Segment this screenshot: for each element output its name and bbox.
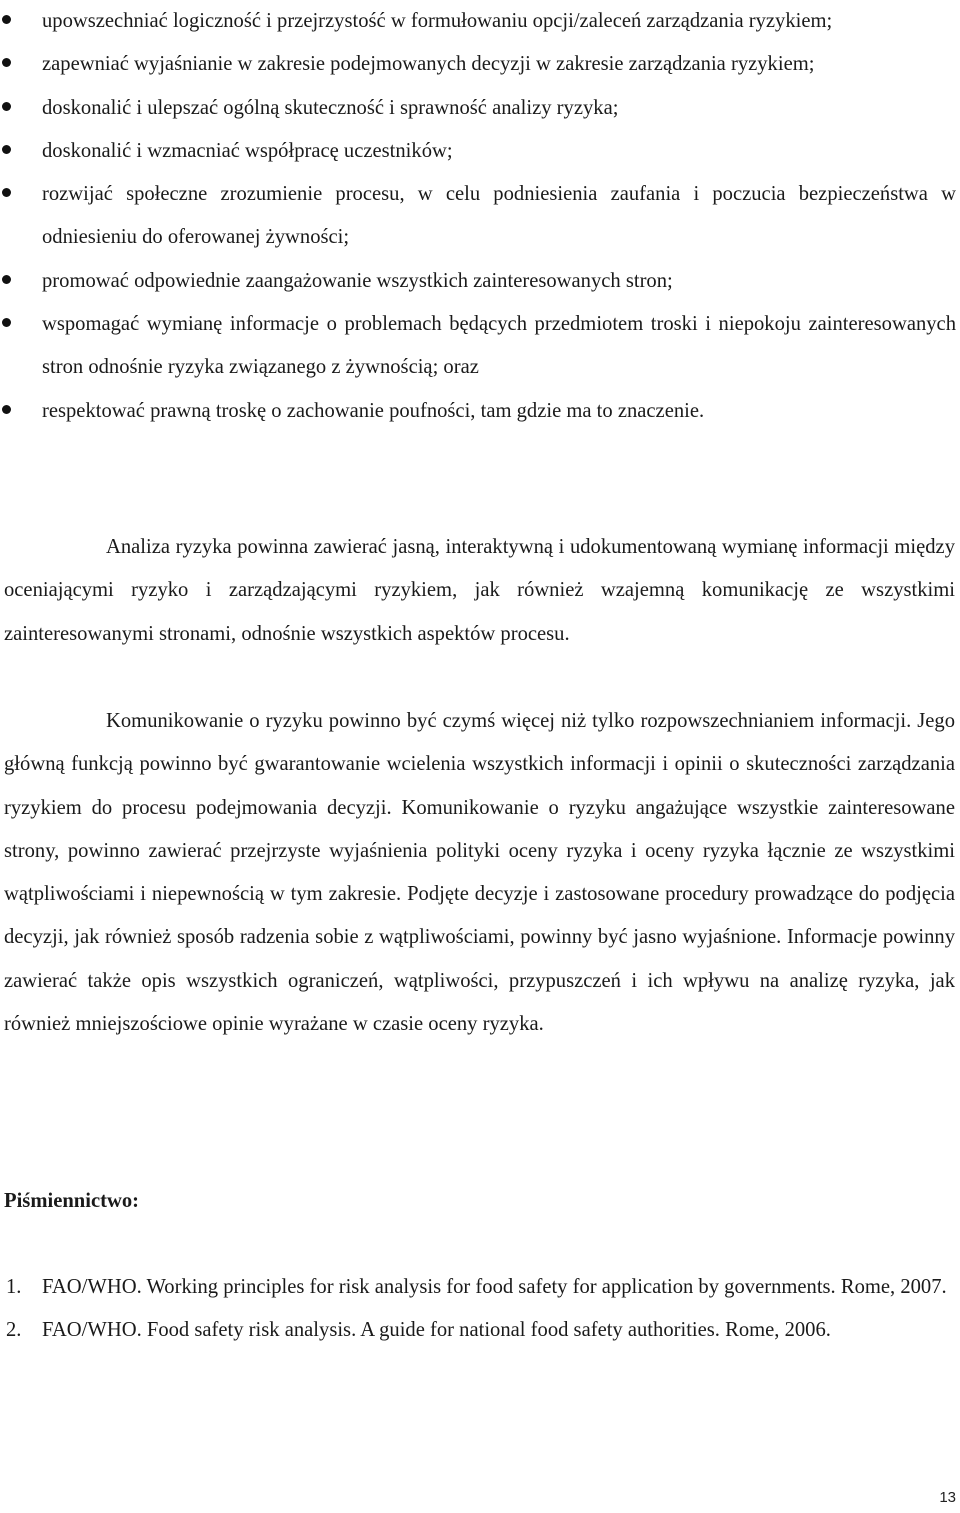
list-item — [0, 260, 960, 303]
bullet-icon — [2, 58, 11, 67]
bullet-icon — [2, 145, 11, 154]
reference-text: FAO/WHO. Food safety risk analysis. A guide for national food safety authorities. Rome, 2006. — [42, 1319, 831, 1342]
list-item — [0, 0, 960, 43]
bullet-icon — [2, 188, 11, 197]
bullet-icon — [2, 318, 11, 327]
list-item-text: upowszechniać logiczność i przejrzystość w formułowaniu opcji/zaleceń zarządzania ryzykiem; — [42, 10, 833, 32]
page-number: 13 — [939, 1489, 956, 1506]
list-item — [0, 390, 960, 433]
bullet-icon — [2, 102, 11, 111]
list-item-text: wspomagać wymianę informacje o problemach będących przedmiotem troski i niepokoju zainteresowanych stron odnośnie ryzyka związanego z żywnością; oraz — [42, 313, 956, 379]
list-item — [0, 173, 960, 260]
references-list — [0, 1266, 960, 1353]
list-item — [0, 130, 960, 173]
body-paragraph: Analiza ryzyka powinna zawierać jasną, interaktywną i udokumentowaną wymianę informacji między oceniającymi ryzyko i zarządzającymi ryzykiem, jak również wzajemną komunikację ze wszystkimi zainteresowanymi stronami, odnośnie wszystkich aspektów procesu. — [4, 536, 955, 645]
list-item-text: respektować prawną troskę o zachowanie poufności, tam gdzie ma to znaczenie. — [42, 399, 705, 422]
bullet-icon — [2, 405, 11, 414]
bullet-icon — [2, 275, 11, 284]
references-heading: Piśmiennictwo: — [4, 1190, 139, 1212]
list-item — [0, 303, 960, 390]
list-item-text: doskonalić i ulepszać ogólną skuteczność i sprawność analizy ryzyka; — [42, 96, 619, 119]
reference-text: FAO/WHO. Working principles for risk analysis for food safety for application by governments. Rome, 2007. — [42, 1276, 947, 1298]
bullet-icon — [2, 15, 11, 24]
list-item-text: doskonalić i wzmacniać współpracę uczestników; — [42, 139, 453, 162]
body-paragraph: Komunikowanie o ryzyku powinno być czymś więcej niż tylko rozpowszechnianiem informacji. Jego główną funkcją powinno być gwarantowanie wcielenia wszystkich informacji i opinii o skuteczności zarządzania ryzykiem do procesu podejmowania decyzji. Komunikowanie o ryzyku angażujące wszystkie zainteresowane strony, powinno zawierać przejrzyste wyjaśnienia polityki oceny ryzyka i oceny ryzyka łącznie ze wszystkimi wątpliwościami i niepewnością w tym zakresie. Podjęte decyzje i zastosowane procedury prowadzące do podjęcia decyzji, jak również sposób radzenia sobie z wątpliwościami, powinny być jasno wyjaśnione. Informacje powinny zawierać także opis wszystkich ograniczeń, wątpliwości, przypuszczeń i ich wpływu na analizę ryzyka, jak również mniejszościowe opinie wyrażane w czasie oceny ryzyka. — [4, 710, 955, 1036]
list-item — [0, 87, 960, 130]
list-item-text: zapewniać wyjaśnianie w zakresie podejmowanych decyzji w zakresie zarządzania ryzykiem; — [42, 53, 815, 76]
list-item-text: promować odpowiednie zaangażowanie wszystkich zainteresowanych stron; — [42, 269, 673, 292]
reference-number: 1. — [6, 1276, 22, 1298]
reference-item — [0, 1266, 960, 1309]
list-item — [0, 43, 960, 86]
reference-item — [0, 1309, 960, 1352]
list-item-text: rozwijać społeczne zrozumienie procesu, w celu podniesienia zaufania i poczucia bezpieczeństwa w odniesieniu do oferowanej żywności; — [42, 183, 956, 249]
reference-number: 2. — [6, 1319, 22, 1342]
bullet-list — [0, 0, 960, 433]
